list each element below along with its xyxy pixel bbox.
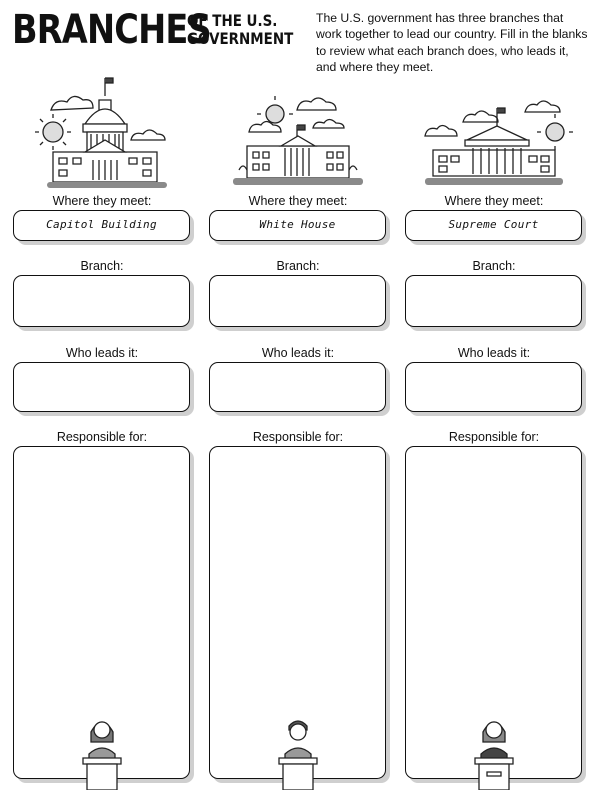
where-they-meet-field[interactable]: White House — [209, 210, 386, 241]
branch-field[interactable] — [13, 275, 190, 327]
who-leads-label: Who leads it: — [261, 346, 335, 360]
subtitle-line-2: GOVERNMENT — [187, 29, 294, 48]
where-they-meet-label: Where they meet: — [52, 194, 152, 208]
branch-column-executive — [209, 70, 387, 790]
branch-field[interactable] — [405, 275, 582, 327]
judge-at-bench-icon — [469, 710, 519, 790]
who-leads-label: Who leads it: — [65, 346, 139, 360]
female-leader-at-podium-icon — [77, 710, 127, 790]
branch-label: Branch: — [472, 259, 516, 273]
who-leads-label: Who leads it: — [457, 346, 531, 360]
where-they-meet-field[interactable]: Capitol Building — [13, 210, 190, 241]
where-they-meet-label: Where they meet: — [444, 194, 544, 208]
branch-field[interactable] — [209, 275, 386, 327]
subtitle-line-1: OF THE U.S. — [187, 11, 278, 30]
responsible-for-label: Responsible for: — [56, 430, 148, 444]
page-title: BRANCHES — [12, 7, 211, 53]
who-leads-field[interactable] — [405, 362, 582, 412]
responsible-for-label: Responsible for: — [448, 430, 540, 444]
supreme-court-ground — [425, 178, 563, 185]
white-house-icon — [209, 70, 387, 192]
male-leader-at-podium-icon — [273, 710, 323, 790]
branch-label: Branch: — [80, 259, 124, 273]
who-leads-field[interactable] — [209, 362, 386, 412]
responsible-for-label: Responsible for: — [252, 430, 344, 444]
where-they-meet-field[interactable]: Supreme Court — [405, 210, 582, 241]
supreme-court-icon — [405, 70, 583, 192]
branch-label: Branch: — [276, 259, 320, 273]
capitol-building-icon — [13, 70, 191, 192]
who-leads-field[interactable] — [13, 362, 190, 412]
where-they-meet-label: Where they meet: — [248, 194, 348, 208]
capitol-ground — [47, 182, 167, 188]
white-house-ground — [233, 178, 363, 185]
branch-column-judicial — [405, 70, 583, 790]
intro-text: The U.S. government has three branches that work together to lead our country. Fill in the blanks to review what each branch does, who leads it, and where they meet. — [316, 11, 588, 74]
branch-column-legislative — [13, 70, 191, 790]
page-subtitle — [187, 12, 293, 48]
